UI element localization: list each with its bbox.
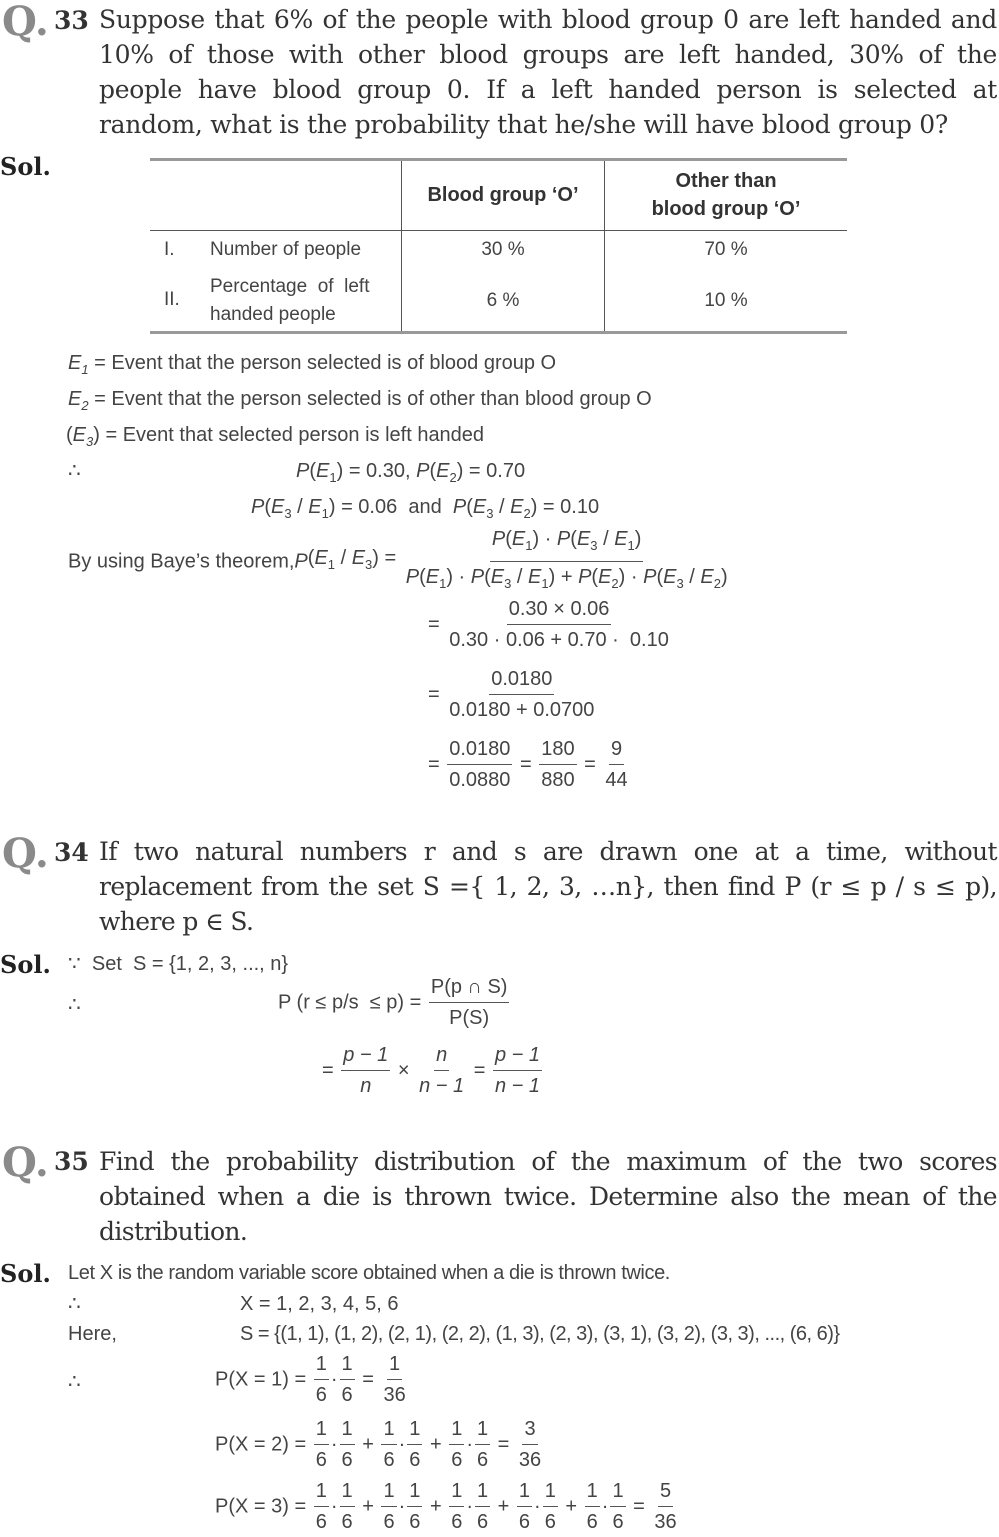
question-text-35: Find the probability distribution of the maximum of the two scores obtained when a die is thrown twice. Determine also the mean of the distribution.	[99, 1147, 997, 1246]
bayes-step-2: = $\frac{0.0180}{0.0180 + 0.0700}$	[428, 664, 598, 725]
here-label: Here,	[68, 1323, 117, 1345]
table-row: II. Percentage of left handed people 6 % 10 %	[150, 270, 847, 331]
question-text-34: If two natural numbers r and s are drawn one at a time, without replacement from the set S ={ 1, 2, 3, …n}, then find P (r ≤ p / s ≤ p), where p ∈ S.	[99, 837, 997, 936]
question-number-35: 35	[54, 1147, 89, 1176]
bayes-step-1: = $\frac{0.30 \times 0.06}{0.30 \cdot 0.06 + 0.70 \cdot 0.10}$	[428, 594, 673, 655]
conditional-probabilities: $P(E_3 / E_1) = 0.06$ and $P(E_3 / E_2) = 0.10$	[251, 496, 600, 521]
question-mark-33: Q.	[2, 0, 49, 45]
prior-probabilities: $P(E_1) = 0.30$, $P(E_2) = 0.70$	[296, 460, 526, 485]
table-header-blood-group-o: Blood group ‘O’	[402, 161, 605, 230]
question-mark-34: Q.	[2, 830, 49, 877]
set-definition: ∵ Set S = {1, 2, 3, ..., n}	[68, 953, 289, 975]
conditional-formula: P (r ≤ p/s ≤ p) = $\frac{P(p \cap S)}{P(S)}$	[278, 972, 511, 1033]
therefore-symbol: ∴	[68, 460, 81, 482]
prob-x-3: P(X = 3) = $\frac{1}{6}$ · $\frac{1}{6}$ + $\frac{1}{6}$ · $\frac{1}{6}$ + $\frac{1}{6}$ · $\frac{1}{6}$ + $\frac{1}{6}$ · $\frac{1}{6}$ + $\frac{1}{6}$ · $\frac{1}{6}$ = $\frac{5}{36}$	[215, 1476, 681, 1537]
therefore-symbol: ∴	[68, 1293, 81, 1315]
event-def-e2: $E_2$ = Event that the person selected is of other than blood group O	[68, 388, 652, 413]
question-number-34: 34	[54, 838, 89, 867]
conditional-result: = $\frac{p - 1}{n}$ × $\frac{n}{n - 1}$ = $\frac{p - 1}{n - 1}$	[322, 1040, 544, 1101]
blood-group-table	[150, 158, 847, 334]
solution-label-34: Sol.	[0, 950, 51, 979]
table-header-other-group: Other than blood group ‘O’	[605, 161, 848, 230]
bayes-formula: By using Baye’s $theorem,P(E_1 / E_3)$ = $\frac{P(E_1) \cdot P(E_3 / E_1)}{P(E_1) \cdot P(E_3 / E_1) + P(E_2) \cdot P(E_3 / E_2)}$	[68, 524, 732, 599]
solution-intro: Let X is the random variable score obtained when a die is thrown twice.	[68, 1262, 670, 1284]
bayes-step-3-result: = $\frac{0.0180}{0.0880}$ = $\frac{180}{880}$ = $\frac{9}{44}$	[428, 734, 632, 795]
sample-space: S = {(1, 1), (1, 2), (2, 1), (2, 2), (1, 3), (2, 3), (3, 1), (3, 2), (3, 3), ..., (6, 6)}	[240, 1323, 840, 1345]
table-row: I. Number of people 30 % 70 %	[150, 230, 847, 270]
question-text-33: Suppose that 6% of the people with blood group 0 are left handed and 10% of those with other blood groups are left handed, 30% of the people have blood group 0. If a left handed person is selected at random, what is the probability that he/she will have blood group 0?	[99, 5, 997, 139]
question-mark-35: Q.	[2, 1139, 49, 1186]
prob-x-1: P(X = 1) = $\frac{1}{6}$ · $\frac{1}{6}$ = $\frac{1}{36}$	[215, 1349, 410, 1410]
event-def-e3: $(E_3)$ = Event that selected person is left handed	[66, 424, 485, 449]
solution-label-33: Sol.	[0, 152, 51, 181]
therefore-symbol: ∴	[68, 1371, 81, 1393]
x-values: X = 1, 2, 3, 4, 5, 6	[240, 1293, 399, 1315]
prob-x-2: P(X = 2) = $\frac{1}{6}$ · $\frac{1}{6}$ + $\frac{1}{6}$ · $\frac{1}{6}$ + $\frac{1}{6}$ · $\frac{1}{6}$ = $\frac{3}{36}$	[215, 1414, 545, 1475]
therefore-symbol: ∴	[68, 994, 81, 1016]
question-number-33: 33	[54, 6, 89, 35]
event-def-e1: $E_1$ = Event that the person selected is of blood group O	[68, 352, 557, 377]
solution-label-35: Sol.	[0, 1259, 51, 1288]
